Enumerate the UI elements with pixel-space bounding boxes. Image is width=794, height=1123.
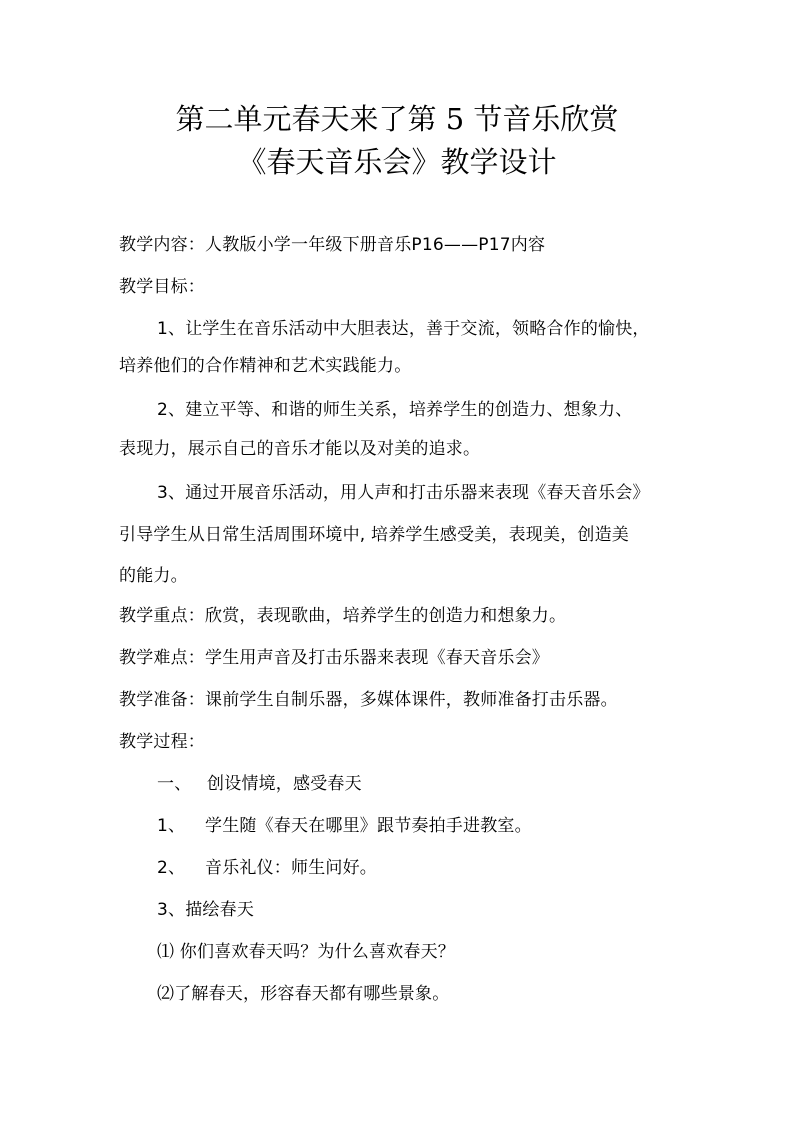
goal-2-line-1: 2、建立平等、和谐的师生关系，培养学生的创造力、想象力、 bbox=[157, 400, 633, 420]
list-item bbox=[157, 815, 532, 837]
goal-1-line-2: 培养他们的合作精神和艺术实践能力。 bbox=[119, 356, 412, 376]
item-3: 3、描绘春天 bbox=[157, 900, 255, 920]
goal-2-line-2: 表现力，展示自己的音乐才能以及对美的追求。 bbox=[119, 439, 481, 459]
goal-3-line-3: 的能力。 bbox=[119, 566, 188, 586]
goal-1-line-1: 1、让学生在音乐活动中大胆表达，善于交流，领略合作的愉快， bbox=[157, 319, 650, 339]
item-2-number: 2、 bbox=[157, 858, 186, 878]
step-1-number: 一、 bbox=[157, 774, 192, 794]
document-title-line-1: 第二单元春天来了第 5 节音乐欣赏 bbox=[175, 102, 619, 136]
list-item bbox=[157, 857, 377, 879]
question-1: ⑴ 你们喜欢春天吗？为什么喜欢春天？ bbox=[157, 942, 456, 962]
item-1-text: 学生随《春天在哪里》跟节奏拍手进教室。 bbox=[205, 816, 532, 836]
item-1-number: 1、 bbox=[157, 816, 186, 836]
step-1-text: 创设情境，感受春天 bbox=[207, 774, 362, 794]
document-title-line-2: 《春天音乐会》教学设计 bbox=[237, 145, 557, 179]
teaching-goals-label: 教学目标： bbox=[119, 277, 205, 297]
goal-3-line-1: 3、通过开展音乐活动，用人声和打击乐器来表现《春天音乐会》 bbox=[157, 483, 650, 503]
teaching-content: 教学内容：人教版小学一年级下册音乐P16——P17内容 bbox=[119, 235, 546, 255]
goal-3-line-2: 引导学生从日常生活周围环境中, 培养学生感受美，表现美，创造美 bbox=[119, 525, 630, 545]
question-2: ⑵了解春天，形容春天都有哪些景象。 bbox=[157, 984, 450, 1004]
teaching-process-label: 教学过程： bbox=[119, 732, 205, 752]
item-2-text: 音乐礼仪：师生问好。 bbox=[205, 858, 377, 878]
teaching-preparation: 教学准备：课前学生自制乐器，多媒体课件，教师准备打击乐器。 bbox=[119, 690, 618, 710]
step-1-heading bbox=[157, 773, 362, 795]
teaching-difficulty: 教学难点：学生用声音及打击乐器来表现《春天音乐会》 bbox=[119, 648, 549, 668]
teaching-key-point: 教学重点：欣赏，表现歌曲，培养学生的创造力和想象力。 bbox=[119, 606, 567, 626]
